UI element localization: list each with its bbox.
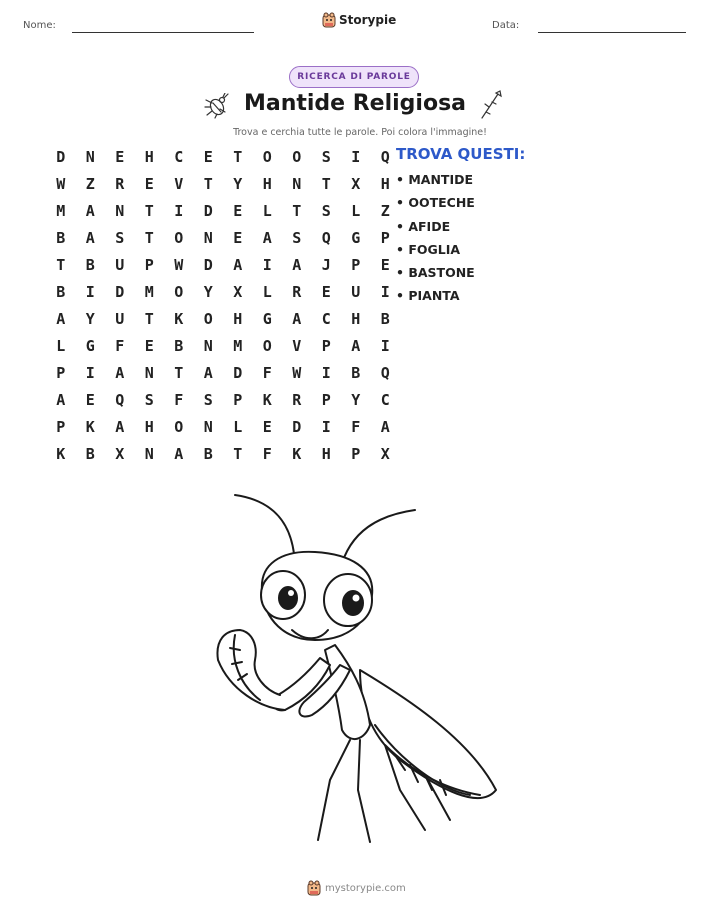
grid-letter: U [115,256,125,274]
grid-letter: B [174,337,184,355]
grid-letter: K [56,445,66,463]
grid-letter: L [233,418,243,436]
grid-letter: O [203,310,213,328]
grid-letter: P [144,256,154,274]
grid-letter: B [85,445,95,463]
grid-letter: E [115,148,125,166]
date-line [538,32,686,33]
word-item: • AFIDE [396,219,475,242]
grid-letter: H [380,175,390,193]
storypie-logo-icon [307,880,321,896]
grid-letter: H [233,310,243,328]
word-search-grid [46,148,400,472]
grid-letter: A [115,364,125,382]
grid-letter: N [203,337,213,355]
grid-letter: G [85,337,95,355]
grid-letter: W [292,364,302,382]
grid-letter: X [351,175,361,193]
storypie-logo-icon [322,12,336,28]
instructions: Trova e cerchia tutte le parole. Poi colora l'immagine! [233,127,487,138]
brand-logo [322,12,396,28]
grid-letter: R [292,283,302,301]
grid-letter: V [292,337,302,355]
grid-letter: O [174,229,184,247]
grid-row [46,283,400,310]
word-list-title: TROVA QUESTI: [396,145,526,163]
brand-name: Storypie [339,13,397,27]
footer [307,880,406,896]
grid-letter: S [321,202,331,220]
grid-letter: B [203,445,213,463]
grid-letter: P [351,445,361,463]
grid-letter: J [321,256,331,274]
grid-letter: H [262,175,272,193]
grid-letter: A [115,418,125,436]
grid-letter: A [85,202,95,220]
grid-letter: Q [380,364,390,382]
twig-icon [478,90,504,120]
grid-letter: K [292,445,302,463]
grid-letter: V [174,175,184,193]
grid-letter: H [351,310,361,328]
grid-letter: H [144,148,154,166]
category-badge: RICERCA DI PAROLE [289,66,419,88]
grid-letter: F [262,364,272,382]
grid-letter: B [56,283,66,301]
grid-row [46,418,400,445]
grid-letter: S [115,229,125,247]
grid-letter: Y [85,310,95,328]
grid-letter: E [321,283,331,301]
grid-letter: P [351,256,361,274]
word-item: • BASTONE [396,265,475,288]
date-label: Data: [492,20,520,31]
grid-letter: I [85,283,95,301]
grid-letter: D [56,148,66,166]
grid-letter: K [174,310,184,328]
grid-row [46,175,400,202]
grid-letter: I [262,256,272,274]
grid-letter: S [203,391,213,409]
grid-letter: P [321,391,331,409]
grid-letter: O [174,283,184,301]
grid-letter: A [56,310,66,328]
grid-letter: L [262,283,272,301]
grid-letter: B [85,256,95,274]
grid-letter: B [380,310,390,328]
grid-letter: W [56,175,66,193]
grid-letter: K [85,418,95,436]
grid-letter: E [233,229,243,247]
grid-row [46,337,400,364]
grid-letter: F [351,418,361,436]
grid-letter: D [292,418,302,436]
grid-letter: E [144,337,154,355]
grid-letter: A [203,364,213,382]
footer-url: mystorypie.com [325,882,406,894]
grid-letter: L [351,202,361,220]
grid-letter: U [115,310,125,328]
grid-letter: A [292,256,302,274]
grid-letter: D [115,283,125,301]
grid-row [46,391,400,418]
grid-letter: T [233,148,243,166]
grid-letter: I [321,364,331,382]
grid-letter: L [262,202,272,220]
grid-letter: P [380,229,390,247]
grid-letter: Y [203,283,213,301]
word-item: • FOGLIA [396,242,475,265]
grid-letter: I [174,202,184,220]
grid-letter: A [292,310,302,328]
grid-letter: A [85,229,95,247]
grid-letter: G [351,229,361,247]
grid-row [46,148,400,175]
grid-letter: T [292,202,302,220]
grid-letter: T [321,175,331,193]
grid-letter: C [321,310,331,328]
word-item: • PIANTA [396,288,475,311]
grid-letter: R [292,391,302,409]
grid-letter: T [144,202,154,220]
grid-letter: E [380,256,390,274]
grid-letter: O [174,418,184,436]
grid-letter: Q [115,391,125,409]
grid-letter: D [233,364,243,382]
grid-letter: N [203,418,213,436]
grid-letter: S [144,391,154,409]
name-label: Nome: [23,20,56,31]
grid-row [46,364,400,391]
grid-letter: E [144,175,154,193]
grid-letter: B [56,229,66,247]
grid-letter: B [351,364,361,382]
grid-row [46,202,400,229]
grid-letter: N [203,229,213,247]
word-item: • OOTECHE [396,195,475,218]
grid-letter: K [262,391,272,409]
grid-letter: A [262,229,272,247]
grid-letter: N [292,175,302,193]
grid-letter: N [144,445,154,463]
grid-letter: M [56,202,66,220]
grid-letter: X [233,283,243,301]
grid-letter: I [351,148,361,166]
grid-letter: T [203,175,213,193]
word-item: • MANTIDE [396,172,475,195]
grid-letter: E [233,202,243,220]
grid-letter: E [85,391,95,409]
grid-letter: T [233,445,243,463]
grid-letter: A [174,445,184,463]
grid-letter: F [262,445,272,463]
grid-letter: F [115,337,125,355]
grid-letter: H [144,418,154,436]
grid-letter: N [85,148,95,166]
grid-letter: S [292,229,302,247]
grid-letter: I [380,283,390,301]
grid-letter: X [380,445,390,463]
grid-letter: S [321,148,331,166]
grid-letter: P [56,364,66,382]
grid-letter: T [56,256,66,274]
grid-row [46,256,400,283]
word-list [396,172,475,312]
grid-letter: I [380,337,390,355]
grid-row [46,445,400,472]
grid-letter: U [351,283,361,301]
grid-letter: P [321,337,331,355]
grid-letter: N [144,364,154,382]
grid-letter: O [262,148,272,166]
grid-letter: Y [351,391,361,409]
grid-letter: O [292,148,302,166]
grid-row [46,229,400,256]
grid-letter: W [174,256,184,274]
grid-letter: O [262,337,272,355]
grid-row [46,310,400,337]
grid-letter: C [380,391,390,409]
beetle-icon [203,93,231,119]
grid-letter: Q [380,148,390,166]
grid-letter: X [115,445,125,463]
grid-letter: I [321,418,331,436]
grid-letter: Z [380,202,390,220]
grid-letter: Q [321,229,331,247]
grid-letter: P [56,418,66,436]
grid-letter: R [115,175,125,193]
grid-letter: D [203,256,213,274]
grid-letter: A [233,256,243,274]
grid-letter: T [144,310,154,328]
grid-letter: A [380,418,390,436]
grid-letter: G [262,310,272,328]
praying-mantis-illustration [200,490,500,860]
grid-letter: D [203,202,213,220]
grid-letter: P [233,391,243,409]
grid-letter: L [56,337,66,355]
grid-letter: Y [233,175,243,193]
grid-letter: M [233,337,243,355]
grid-letter: H [321,445,331,463]
grid-letter: M [144,283,154,301]
grid-letter: E [262,418,272,436]
name-line [72,32,254,33]
grid-letter: A [56,391,66,409]
grid-letter: E [203,148,213,166]
grid-letter: F [174,391,184,409]
page-title: Mantide Religiosa [243,91,467,116]
grid-letter: I [85,364,95,382]
grid-letter: T [144,229,154,247]
grid-letter: C [174,148,184,166]
grid-letter: Z [85,175,95,193]
grid-letter: N [115,202,125,220]
grid-letter: T [174,364,184,382]
grid-letter: A [351,337,361,355]
